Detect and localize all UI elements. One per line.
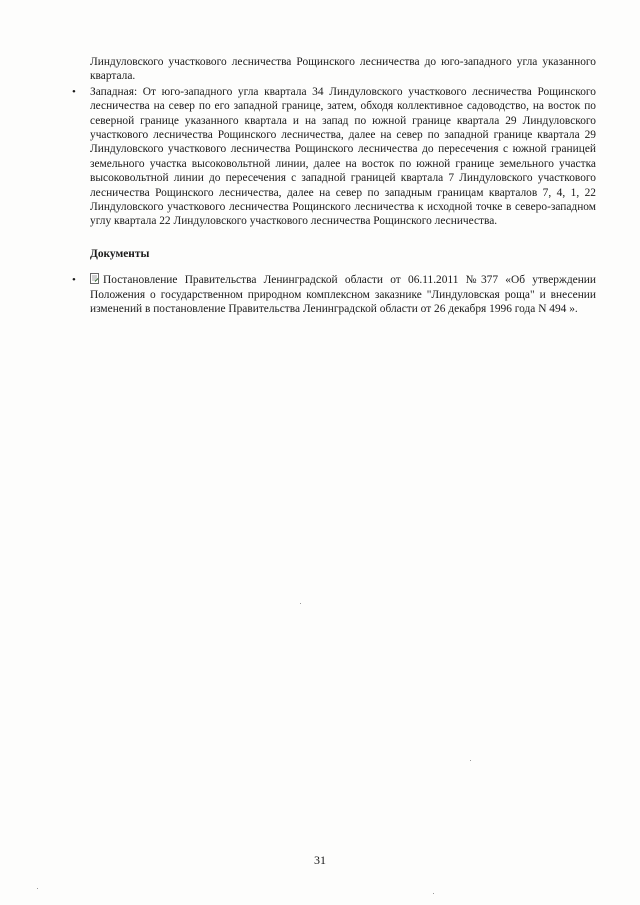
scan-speck bbox=[300, 603, 301, 604]
page-number: 31 bbox=[314, 853, 326, 867]
bullet-icon: • bbox=[72, 274, 76, 287]
documents-heading: Документы bbox=[90, 247, 150, 260]
document-link[interactable]: Постановление Правительства Ленинградской области от 06.11.2011 №377 «Об утверждении Положения о государственном природном комплексном заказнике "Линдуловская роща" и внесении изменений в постановление Правительства Ленинградской области от 26 декабря 1996 года N 494 ». bbox=[90, 274, 596, 316]
bullet-icon: • bbox=[72, 85, 76, 98]
scan-speck bbox=[470, 760, 471, 761]
boundary-west-text: Западная: От юго-западного угла квартала 34 Линдуловского участкового лесничества Рощинского лесничества на север по его западной границе, затем, обходя коллективное садоводство, на восток по северной границе указанного квартала и на запад по южной границе квартала 29 Линдуловского участкового лесничества Рощинского лесничества, далее на север по западной границе квартала 29 Линдуловского участкового лесничества Рощинского лесничества до пересечения с южной границей земельного участка высоковольтной линии, далее на восток по южной границе земельного участка высоковольтной линии до пересечения с западной границей квартала 7 Линдуловского участкового лесничества Рощинского лесничества, далее на север по западным границам кварталов 7, 4, 1, 22 Линдуловского участкового лесничества Рощинского лесничества к исходной точке в северо-западном углу квартала 22 Линдуловского участкового лесничества Рощинского лесничества. bbox=[90, 85, 596, 228]
document-list-item[interactable] bbox=[68, 273, 596, 316]
boundary-west-list-item bbox=[68, 85, 596, 229]
document-icon[interactable] bbox=[90, 273, 99, 284]
page-content bbox=[68, 55, 596, 317]
continuation-paragraph: Линдуловского участкового лесничества Рощинского лесничества до юго-западного угла указанного квартала. bbox=[90, 56, 596, 83]
document-entry bbox=[90, 273, 596, 316]
scan-speck bbox=[37, 888, 38, 889]
scan-speck bbox=[433, 893, 434, 894]
